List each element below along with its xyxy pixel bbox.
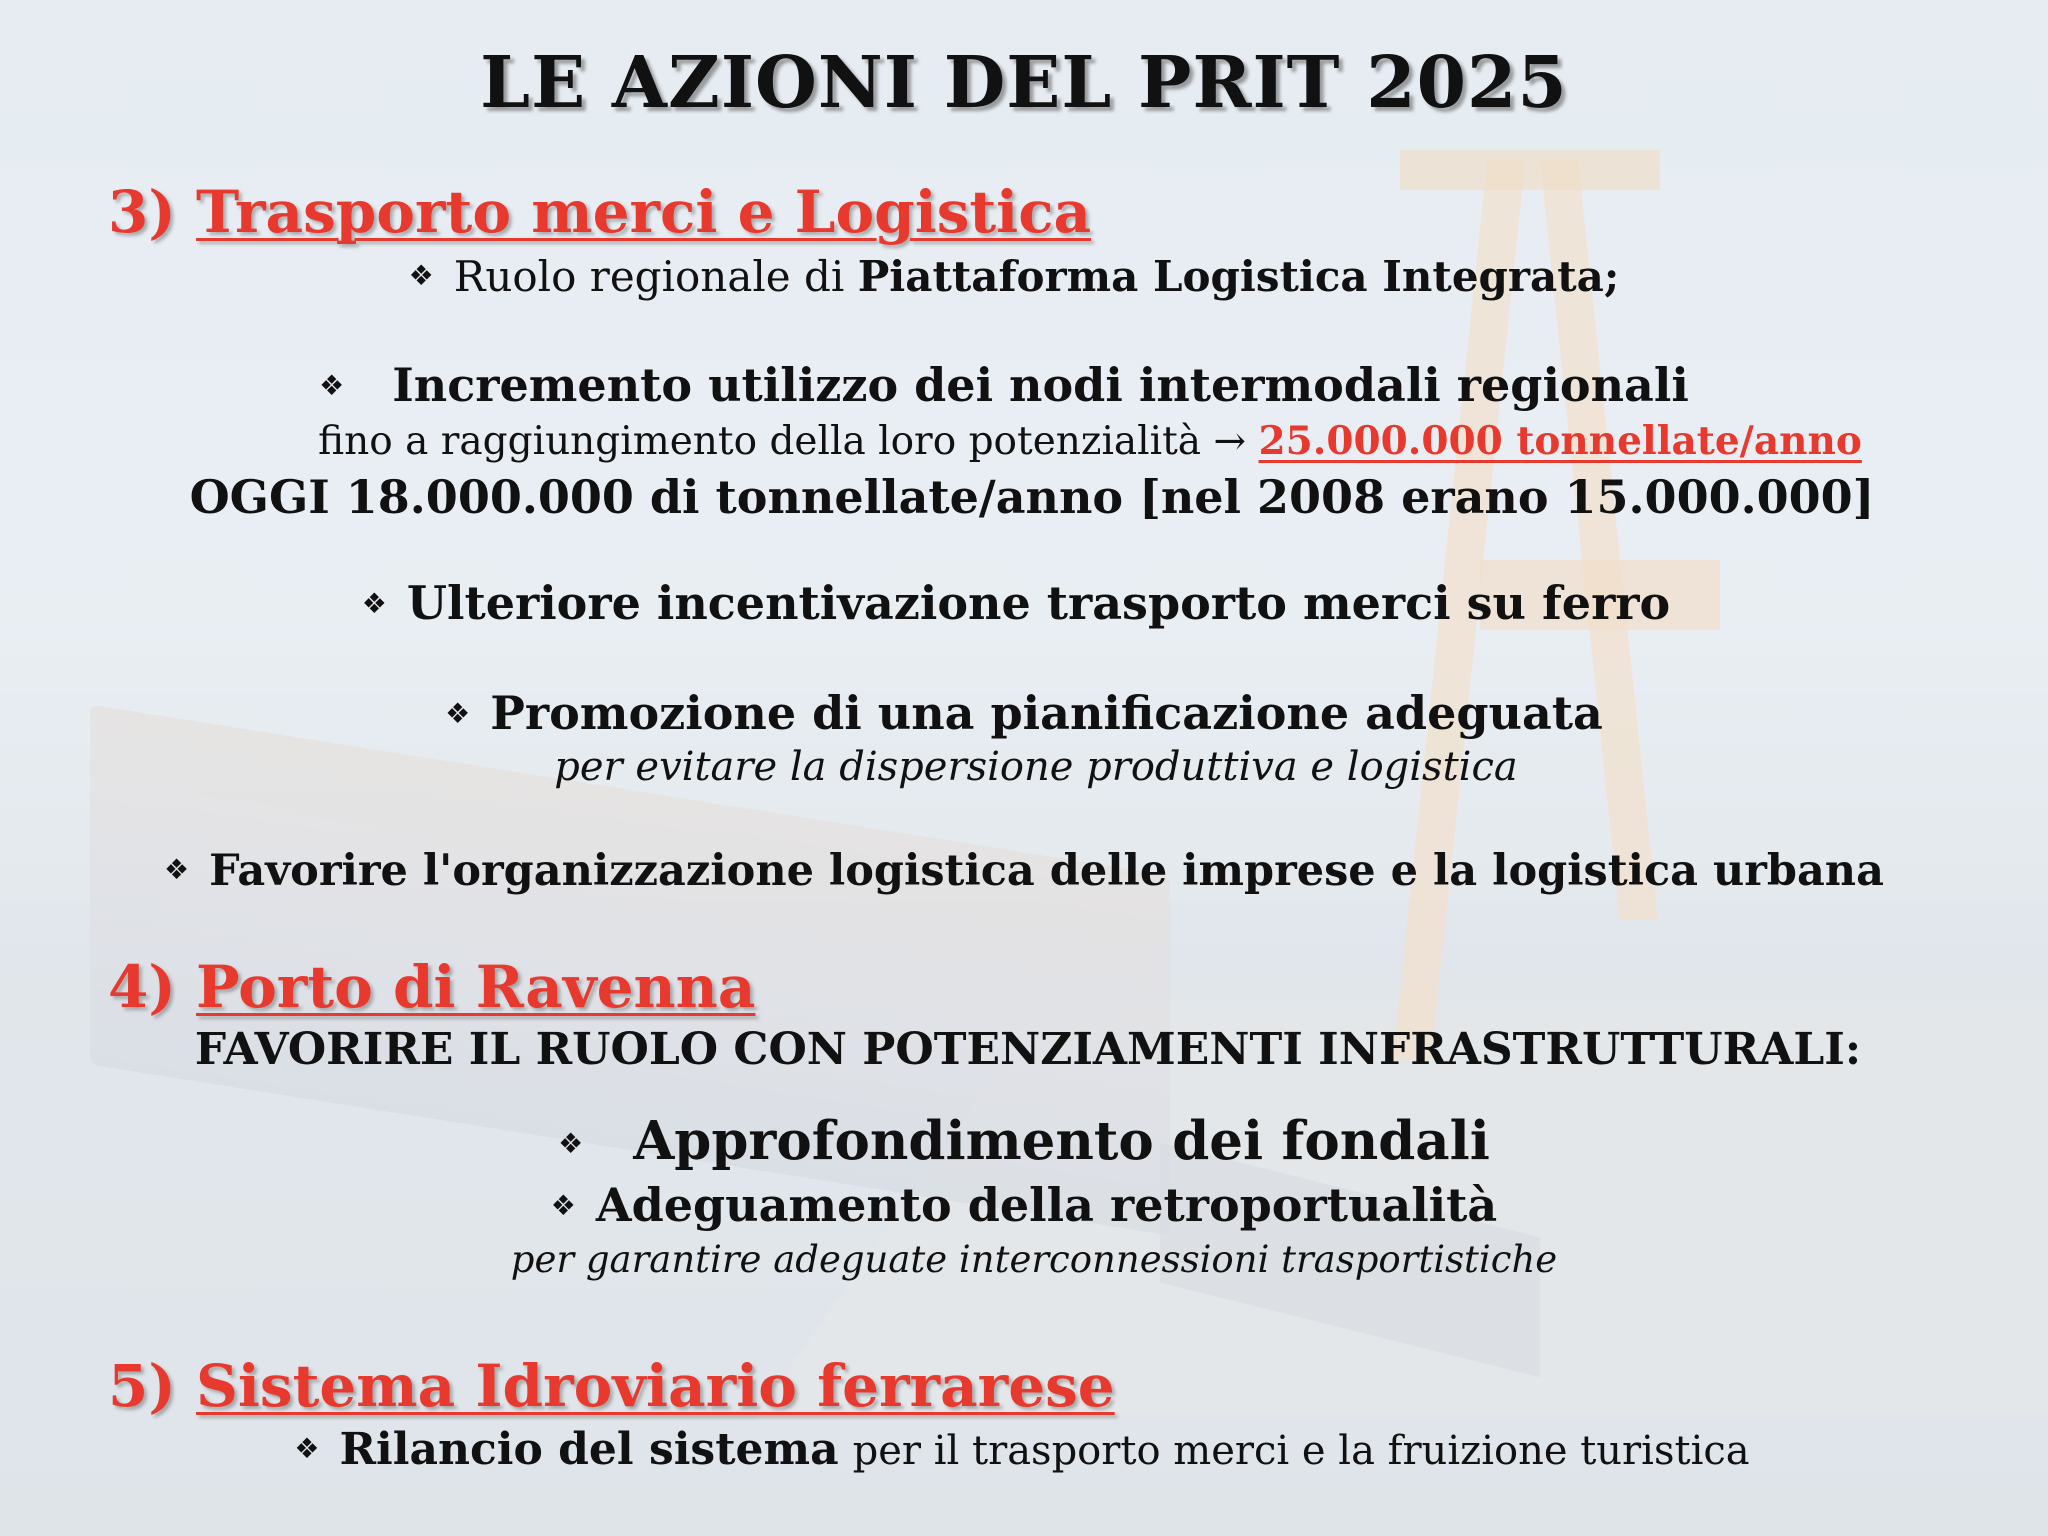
diamond-bullet-icon: ❖ <box>550 1189 576 1222</box>
section4-number: 4) <box>108 953 176 1021</box>
section5-number: 5) <box>108 1352 176 1420</box>
oggi-text: OGGI 18.000.000 di tonnellate/anno [nel 2008 erano 15.000.000] <box>189 470 1875 524</box>
bullet-favorire <box>0 846 2048 896</box>
fondali-text: Approfondimento dei fondali <box>633 1110 1490 1172</box>
section4-title: Porto di Ravenna <box>196 953 756 1021</box>
rilancio-rest: per il trasporto merci e la fruizione turistica <box>852 1428 1750 1474</box>
section3-title: Trasporto merci e Logistica <box>196 178 1092 246</box>
diamond-bullet-icon: ❖ <box>319 369 345 402</box>
diamond-bullet-icon: ❖ <box>164 853 190 886</box>
bullet-ruolo <box>0 252 2038 301</box>
promozione-text: Promozione di una pianificazione adeguata <box>490 686 1603 740</box>
fino-text: fino a raggiungimento della loro potenzialità → <box>318 419 1247 464</box>
ruolo-prefix: Ruolo regionale di <box>453 252 845 301</box>
bullet-ferro <box>0 576 2040 630</box>
rilancio-bold: Rilancio del sistema <box>339 1424 839 1475</box>
section4-subheading: FAVORIRE IL RUOLO CON POTENZIAMENTI INFRASTRUTTURALI: <box>194 1024 1862 1075</box>
diamond-bullet-icon: ❖ <box>361 587 387 620</box>
diamond-bullet-icon: ❖ <box>408 259 434 292</box>
retro-note: per garantire adeguate interconnessioni trasportistiche <box>510 1238 1558 1281</box>
ferro-text: Ulteriore incentivazione trasporto merci su ferro <box>406 576 1671 630</box>
section3-number: 3) <box>108 178 176 246</box>
diamond-bullet-icon: ❖ <box>294 1432 320 1465</box>
section5-title: Sistema Idroviario ferrarese <box>196 1352 1115 1420</box>
promozione-note: per evitare la dispersione produttiva e logistica <box>554 744 1518 790</box>
bullet-rilancio <box>0 1424 2046 1475</box>
bullet-retro <box>0 1178 2048 1232</box>
bullet-fondali <box>0 1110 2048 1172</box>
diamond-bullet-icon: ❖ <box>445 697 471 730</box>
incremento-detail <box>66 418 2048 464</box>
bullet-promozione <box>0 686 2048 740</box>
bullet-incremento <box>0 358 2028 412</box>
favorire-text: Favorire l'organizzazione logistica delle imprese e la logistica urbana <box>209 846 1884 896</box>
retro-text: Adeguamento della retroportualità <box>595 1178 1498 1232</box>
slide-title: LE AZIONI DEL PRIT 2025 <box>480 40 1568 124</box>
ruolo-bold: Piattaforma Logistica Integrata; <box>857 252 1620 301</box>
target-value: 25.000.000 tonnellate/anno <box>1258 418 1862 464</box>
incremento-text: Incremento utilizzo dei nodi intermodali regionali <box>392 358 1689 412</box>
diamond-bullet-icon: ❖ <box>558 1127 584 1160</box>
section5-heading <box>108 1352 1115 1420</box>
section4-heading <box>108 953 755 1021</box>
section3-heading <box>108 178 1091 246</box>
